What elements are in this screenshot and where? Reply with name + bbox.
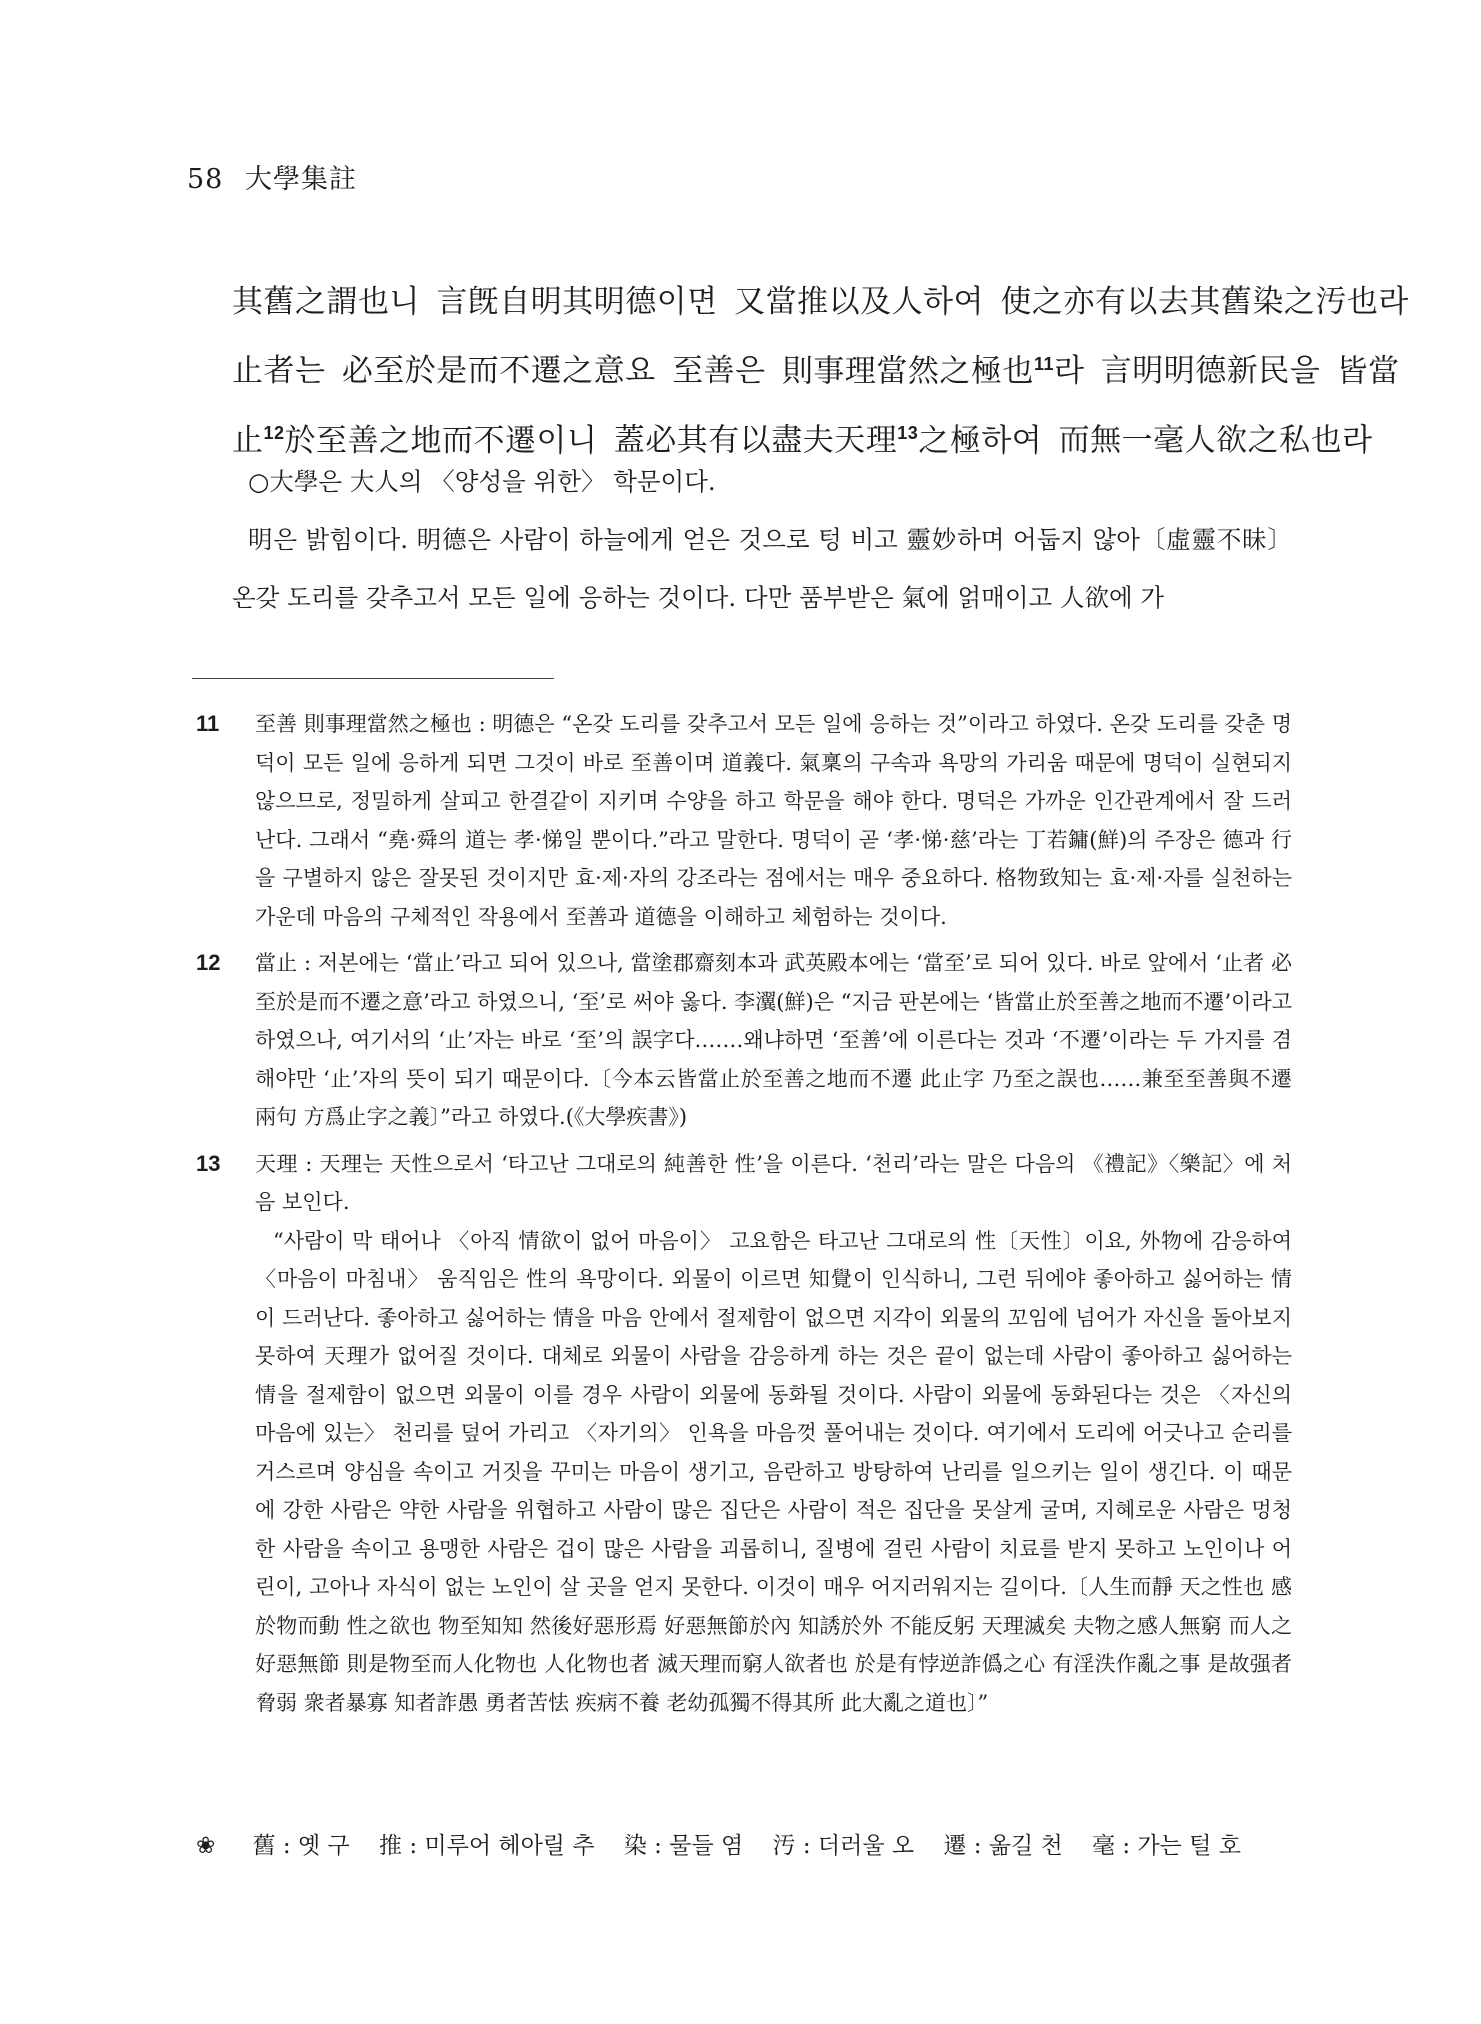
text-segment: 言明明德新民을 (1100, 353, 1321, 390)
text-segment: 蓋必其有以盡夫天理 (613, 422, 898, 459)
glossary-item: 舊 : 옛 구 (252, 1833, 350, 1859)
footnote-divider (192, 678, 554, 679)
footnote-text: 至善 則事理當然之極也 : 明德은 “온갖 도리를 갖추고서 모든 일에 응하는 것”이라고 하였다. 온갖 도리를 갖춘 명덕이 모든 일에 응하게 되면 그것이 바로 至善이며 道義다. 氣稟의 구속과 욕망의 가리움 때문에 명덕이 실현되지 않으므로, 정밀하게 살피고 한결같이 지키며 수양을 하고 학문을 해야 한다. 명덕은 가까운 인간관계에서 잘 드러난다. 그래서 “堯·舜의 道는 孝·悌일 뿐이다.”라고 말한다. 명덕이 곧 ‘孝·悌·慈’라는 丁若鏞(鮮)의 주장은 德과 行을 구별하지 않은 잘못된 것이지만 효·제·자의 강조라는 점에서는 매우 중요하다. 格物致知는 효·제·자를 실천하는 가운데 마음의 구체적인 작용에서 至善과 道德을 이해하고 체험하는 것이다. (255, 712, 1292, 929)
glossary-item: 汚 : 더러울 오 (772, 1833, 915, 1859)
footnote-13 (196, 1145, 1292, 1723)
classical-line-2 (232, 333, 1400, 402)
text-segment: 必至於是而不遷之意요 (341, 353, 656, 390)
text-segment: 而無一毫人欲之私也라 (1058, 422, 1373, 459)
footnote-number: 13 (196, 1150, 221, 1176)
translation-paragraph: ○大學은 大人의 〈양성을 위한〉 학문이다. (248, 467, 716, 496)
text-segment: 止者는 (232, 353, 326, 390)
flower-icon: ❀ (196, 1833, 216, 1859)
page-number: 58 (187, 164, 224, 195)
text-segment: 止 (232, 422, 264, 459)
glossary-item: 推 : 미루어 헤아릴 추 (379, 1833, 595, 1859)
glossary (196, 1827, 1263, 1860)
text-segment: 至善은 (672, 353, 766, 390)
classical-line-1 (232, 271, 1409, 333)
glossary-item: 遷 : 옮길 천 (943, 1833, 1063, 1859)
classical-text (232, 271, 1409, 472)
translation (232, 453, 1292, 627)
footnote-number: 12 (196, 950, 221, 975)
book-title: 大學集註 (244, 164, 357, 195)
footnote-ref-13[interactable]: 13 (897, 423, 919, 444)
footnote-11 (196, 705, 1292, 936)
text-segment: 其舊之謂也니 (232, 284, 420, 320)
footnote-quote: “사람이 막 태어나 〈아직 情欲이 없어 마음이〉 고요함은 타고난 그대로의 性〔天性〕이요, 外物에 감응하여 〈마음이 마침내〉 움직임은 性의 욕망이다. 외물이 이르면 知覺이 인식하니, 그런 뒤에야 좋아하고 싫어하는 情이 드러난다. 좋아하고 싫어하는 情을 마음 안에서 절제함이 없으면 지각이 외물의 꼬임에 넘어가 자신을 돌아보지 못하여 天理가 없어질 것이다. 대체로 외물이 사람을 감응하게 하는 것은 끝이 없는데 사람이 좋아하고 싫어하는 情을 절제함이 없으면 외물이 이를 경우 사람이 외물에 동화될 것이다. 사람이 외물에 동화된다는 것은 〈자신의 마음에 있는〉 천리를 덮어 가리고 〈자기의〉 인욕을 마음껏 풀어내는 것이다. 여기에서 도리에 어긋나고 순리를 거스르며 양심을 속이고 거짓을 꾸미는 마음이 생기고, 음란하고 방탕하여 난리를 일으키는 일이 생긴다. 이 때문에 강한 사람은 약한 사람을 위협하고 사람이 많은 집단은 사람이 적은 집단을 못살게 굴며, 지혜로운 사람은 멍청한 사람을 속이고 용맹한 사람은 겁이 많은 사람을 괴롭히니, 질병에 걸린 사람이 치료를 받지 못하고 노인이나 어린이, 고아나 자식이 없는 노인이 살 곳을 얻지 못한다. 이것이 매우 어지러워지는 길이다.〔人生而靜 天之性也 感於物而動 性之欲也 物至知知 然後好惡形焉 好惡無節於內 知誘於外 不能反躬 天理滅矣 夫物之感人無窮 而人之好惡無節 則是物至而人化物也 人化物也者 滅天理而窮人欲者也 於是有悖逆詐僞之心 有淫泆作亂之事 是故强者脅弱 衆者暴寡 知者詐愚 勇者苦怯 疾病不養 老幼孤獨不得其所 此大亂之道也〕” (255, 1228, 1292, 1715)
glossary-item: 毫 : 가는 털 호 (1092, 1833, 1241, 1859)
translation-paragraph: 明은 밝힘이다. 明德은 사람이 하늘에게 얻은 것으로 텅 비고 靈妙하며 어둡지 않아〔虛靈不昧〕 온갖 도리를 갖추고서 모든 일에 응하는 것이다. 다만 품부받은 氣에 얽매이고 人欲에 가 (232, 525, 1292, 612)
footnote-text: 天理 : 天理는 天性으로서 ‘타고난 그대로의 純善한 性’을 이른다. ‘천리’라는 말은 다음의 《禮記》〈樂記〉에 처음 보인다. (255, 1151, 1292, 1214)
text-segment: 之極하여 (918, 422, 1043, 459)
footnotes (196, 705, 1292, 1730)
footnote-ref-11[interactable]: 11 (1033, 354, 1054, 374)
text-segment: 使之亦有以去其舊染之汚也라 (1000, 284, 1409, 320)
text-segment: 言旣自明其明德이면 (436, 284, 718, 320)
text-segment: 又當推以及人하여 (734, 284, 984, 320)
page-header (187, 157, 357, 196)
footnote-number: 11 (196, 711, 220, 736)
footnote-12 (196, 944, 1292, 1137)
text-segment: 則事理當然之極也 (781, 353, 1034, 390)
text-segment: 於至善之地而不遷이니 (284, 422, 598, 459)
footnote-ref-12[interactable]: 12 (263, 423, 285, 444)
text-segment: 라 (1053, 353, 1085, 390)
text-segment: 皆當 (1336, 353, 1400, 390)
footnote-text: 當止 : 저본에는 ‘當止’라고 되어 있으나, 當塗郡齋刻本과 武英殿本에는 ‘當至’로 되어 있다. 바로 앞에서 ‘止者 必至於是而不遷之意’라고 하였으니, ‘至’로 써야 옳다. 李瀷(鮮)은 “지금 판본에는 ‘皆當止於至善之地而不遷’이라고 하였으나, 여기서의 ‘止’자는 바로 ‘至’의 誤字다.……왜냐하면 ‘至善’에 이른다는 것과 ‘不遷’이라는 두 가지를 겸해야만 ‘止’자의 뜻이 되기 때문이다.〔今本云皆當止於至善之地而不遷 此止字 乃至之誤也……兼至至善與不遷兩句 方爲止字之義〕”라고 하였다.(《大學疾書》) (255, 951, 1292, 1129)
glossary-item: 染 : 물들 염 (623, 1833, 744, 1859)
